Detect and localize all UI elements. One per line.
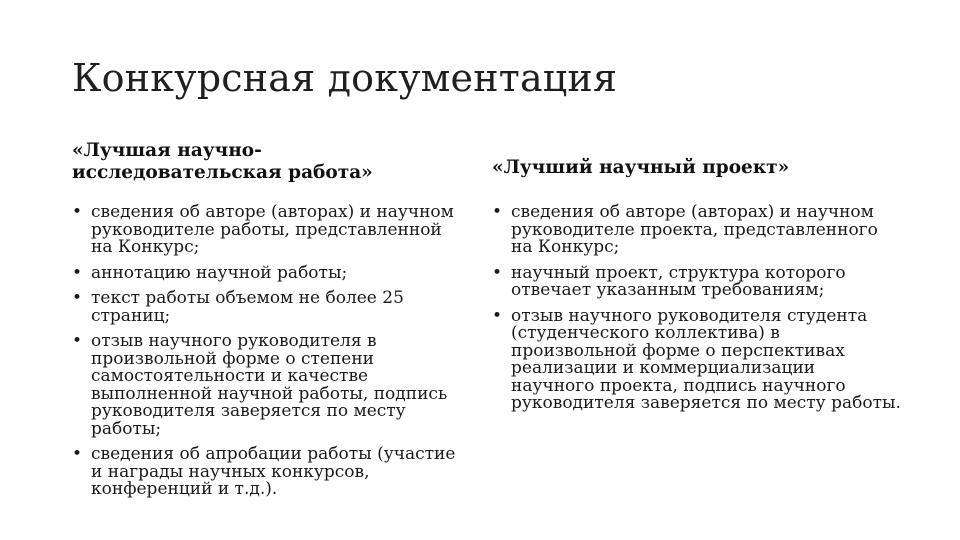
left-column	[72, 140, 462, 507]
list-item	[492, 305, 902, 413]
list-item	[72, 290, 462, 325]
list-item	[72, 446, 462, 499]
bullet-icon: •	[72, 444, 83, 464]
list-item-text: текст работы объемом не более 25 страниц;	[91, 288, 404, 326]
bullet-icon: •	[72, 202, 83, 222]
list-item-text: сведения об апробации работы (участие и награды научных конкурсов, конференций и т.д.).	[91, 444, 456, 499]
list-item-text: отзыв научного руководителя в произвольной форме о степени самостоятельности и качестве выполненной научной работы, подпись руководителя заверяется по месту работы;	[91, 331, 448, 439]
right-column	[492, 140, 902, 421]
bullet-icon: •	[72, 262, 83, 283]
list-item	[72, 204, 462, 257]
bullet-icon: •	[492, 262, 503, 283]
list-item	[72, 333, 462, 438]
list-item-text: аннотацию научной работы;	[91, 262, 348, 283]
bullet-icon: •	[492, 305, 503, 326]
left-column-heading	[72, 140, 462, 196]
left-bullet-list	[72, 204, 462, 499]
list-item-text: сведения об авторе (авторах) и научном руководителе работы, представленной на Конкурс;	[91, 202, 454, 257]
bullet-icon: •	[492, 202, 503, 222]
list-item-text: научный проект, структура которого отвечает указанным требованиям;	[511, 262, 846, 300]
bullet-icon: •	[72, 288, 83, 308]
right-column-heading: «Лучший научный проект»	[492, 157, 790, 178]
list-item	[492, 204, 902, 257]
list-item-text: сведения об авторе (авторах) и научном руководителе проекта, представленного на Конкурс;	[511, 202, 878, 257]
slide-title: Конкурсная документация	[72, 56, 618, 100]
right-bullet-list	[492, 204, 902, 413]
left-heading-line2: исследовательская работа»	[72, 162, 373, 183]
list-item	[72, 262, 462, 283]
left-heading-line1: «Лучшая научно-	[72, 140, 262, 161]
list-item	[492, 262, 902, 300]
list-item-text: отзыв научного руководителя студента (студенческого коллектива) в произвольной форме о перспективах реализации и коммерциализации научного проекта, подпись научного руководителя заверяется по месту работы.	[511, 305, 901, 413]
bullet-icon: •	[72, 331, 83, 351]
